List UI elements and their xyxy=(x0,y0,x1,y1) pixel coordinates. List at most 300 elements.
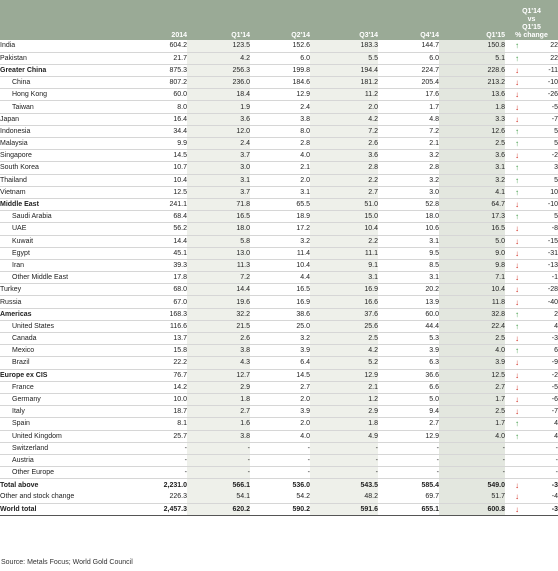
value-cell: 807.2 xyxy=(120,77,187,89)
value-cell: 17.3 xyxy=(439,211,505,223)
value-cell: 5.3 xyxy=(378,333,439,345)
row-label: Singapore xyxy=(0,150,120,162)
value-cell: 3.9 xyxy=(250,345,310,357)
table-row xyxy=(0,223,558,235)
value-cell: 11.8 xyxy=(439,296,505,308)
arrow-down-icon: ↓ xyxy=(515,102,519,112)
value-cell: 2.2 xyxy=(310,235,378,247)
value-cell: 3.7 xyxy=(187,150,250,162)
arrow-down-icon: ↓ xyxy=(515,151,519,161)
row-label: Brazil xyxy=(0,357,120,369)
value-cell: 10.0 xyxy=(120,393,187,405)
value-cell: 1.7 xyxy=(439,393,505,405)
value-cell: 67.0 xyxy=(120,296,187,308)
value-cell: 9.4 xyxy=(378,406,439,418)
value-cell: 16.5 xyxy=(250,284,310,296)
arrow-up-icon: ↑ xyxy=(515,212,519,222)
value-cell: 13.7 xyxy=(120,333,187,345)
value-cell: 536.0 xyxy=(250,479,310,491)
table-row xyxy=(0,101,558,113)
pct-change-cell: -7 xyxy=(529,406,558,418)
pct-change-cell: -3 xyxy=(529,503,558,515)
table-row xyxy=(0,284,558,296)
value-cell: 2.9 xyxy=(187,381,250,393)
value-cell: 183.3 xyxy=(310,40,378,52)
value-cell: 4.4 xyxy=(250,272,310,284)
value-cell: 3.1 xyxy=(187,174,250,186)
value-cell: 2.8 xyxy=(310,162,378,174)
value-cell: 2.7 xyxy=(439,381,505,393)
value-cell: - xyxy=(439,454,505,466)
value-cell: 6.4 xyxy=(250,357,310,369)
value-cell: 241.1 xyxy=(120,198,187,210)
table-row xyxy=(0,491,558,503)
value-cell: 45.1 xyxy=(120,247,187,259)
table-row xyxy=(0,454,558,466)
value-cell: 228.6 xyxy=(439,64,505,76)
value-cell: - xyxy=(250,454,310,466)
value-cell: 51.7 xyxy=(439,491,505,503)
value-cell: 2.4 xyxy=(187,138,250,150)
row-label: Canada xyxy=(0,333,120,345)
value-cell: 22.2 xyxy=(120,357,187,369)
change-arrow-cell xyxy=(505,272,529,284)
row-label: Americas xyxy=(0,308,120,320)
pct-change-cell: 22 xyxy=(529,40,558,52)
value-cell: 199.8 xyxy=(250,64,310,76)
value-cell: 64.7 xyxy=(439,198,505,210)
value-cell: 21.5 xyxy=(187,320,250,332)
row-label: Russia xyxy=(0,296,120,308)
arrow-down-icon: ↓ xyxy=(515,78,519,88)
row-label: Saudi Arabia xyxy=(0,211,120,223)
table-row xyxy=(0,442,558,454)
row-label: Egypt xyxy=(0,247,120,259)
table-row xyxy=(0,369,558,381)
change-arrow-cell xyxy=(505,125,529,137)
pct-change-cell: -7 xyxy=(529,113,558,125)
arrow-up-icon: ↑ xyxy=(515,53,519,63)
value-cell: 123.5 xyxy=(187,40,250,52)
value-cell: - xyxy=(378,454,439,466)
value-cell: 7.2 xyxy=(378,125,439,137)
value-cell: 18.7 xyxy=(120,406,187,418)
pct-change-cell: 22 xyxy=(529,52,558,64)
change-arrow-cell xyxy=(505,150,529,162)
value-cell: 2.1 xyxy=(378,138,439,150)
value-cell: 12.9 xyxy=(310,369,378,381)
value-cell: 150.8 xyxy=(439,40,505,52)
change-arrow-cell xyxy=(505,308,529,320)
row-label: Kuwait xyxy=(0,235,120,247)
value-cell: 54.1 xyxy=(187,491,250,503)
value-cell: 14.5 xyxy=(120,150,187,162)
row-label: UAE xyxy=(0,223,120,235)
table-row xyxy=(0,381,558,393)
value-cell: 9.5 xyxy=(378,247,439,259)
value-cell: 2.5 xyxy=(310,333,378,345)
change-arrow-cell xyxy=(505,479,529,491)
value-cell: 25.0 xyxy=(250,320,310,332)
table-row xyxy=(0,467,558,479)
value-cell: 3.9 xyxy=(378,345,439,357)
value-cell: 25.6 xyxy=(310,320,378,332)
value-cell: 44.4 xyxy=(378,320,439,332)
row-label: Indonesia xyxy=(0,125,120,137)
value-cell: 14.4 xyxy=(120,235,187,247)
change-arrow-cell xyxy=(505,454,529,466)
change-arrow-cell xyxy=(505,357,529,369)
arrow-down-icon: ↓ xyxy=(515,90,519,100)
row-label: Pakistan xyxy=(0,52,120,64)
header-q2-14: Q2'14 xyxy=(250,0,310,40)
value-cell: 566.1 xyxy=(187,479,250,491)
source-note: Source: Metals Focus; World Gold Council xyxy=(1,559,133,566)
pct-change-cell: -9 xyxy=(529,357,558,369)
table-row xyxy=(0,89,558,101)
value-cell: 2.2 xyxy=(310,174,378,186)
value-cell: 6.0 xyxy=(250,52,310,64)
value-cell: 600.8 xyxy=(439,503,505,515)
change-arrow-cell xyxy=(505,430,529,442)
value-cell: 1.7 xyxy=(378,101,439,113)
pct-change-cell: -2 xyxy=(529,369,558,381)
change-arrow-cell xyxy=(505,40,529,52)
change-arrow-cell xyxy=(505,89,529,101)
table-row xyxy=(0,113,558,125)
change-arrow-cell xyxy=(505,223,529,235)
change-arrow-cell xyxy=(505,381,529,393)
value-cell: - xyxy=(187,467,250,479)
value-cell: 5.1 xyxy=(439,52,505,64)
table-row xyxy=(0,320,558,332)
value-cell: 16.6 xyxy=(310,296,378,308)
value-cell: 144.7 xyxy=(378,40,439,52)
value-cell: - xyxy=(439,442,505,454)
table-row xyxy=(0,162,558,174)
value-cell: 224.7 xyxy=(378,64,439,76)
value-cell: 6.3 xyxy=(378,357,439,369)
table-row xyxy=(0,174,558,186)
table-row xyxy=(0,247,558,259)
pct-change-cell: -28 xyxy=(529,284,558,296)
row-label: Greater China xyxy=(0,64,120,76)
arrow-down-icon: ↓ xyxy=(515,407,519,417)
change-arrow-cell xyxy=(505,393,529,405)
value-cell: 10.7 xyxy=(120,162,187,174)
value-cell: 2,231.0 xyxy=(120,479,187,491)
value-cell: 5.8 xyxy=(187,235,250,247)
value-cell: 9.8 xyxy=(439,259,505,271)
value-cell: 1.8 xyxy=(187,393,250,405)
value-cell: 2.0 xyxy=(250,393,310,405)
pct-change-cell: -10 xyxy=(529,77,558,89)
row-label: Other Middle East xyxy=(0,272,120,284)
value-cell: 18.0 xyxy=(187,223,250,235)
value-cell: 9.9 xyxy=(120,138,187,150)
value-cell: 6.6 xyxy=(378,381,439,393)
value-cell: 168.3 xyxy=(120,308,187,320)
value-cell: 9.1 xyxy=(310,259,378,271)
value-cell: 655.1 xyxy=(378,503,439,515)
row-label: Other and stock change xyxy=(0,491,120,503)
value-cell: - xyxy=(187,442,250,454)
value-cell: - xyxy=(250,442,310,454)
row-label: Switzerland xyxy=(0,442,120,454)
value-cell: 65.5 xyxy=(250,198,310,210)
table-row xyxy=(0,125,558,137)
header-pct-line1: Q1'14 xyxy=(522,8,541,15)
pct-change-cell: 4 xyxy=(529,418,558,430)
pct-change-cell: 5 xyxy=(529,211,558,223)
change-arrow-cell xyxy=(505,247,529,259)
arrow-up-icon: ↑ xyxy=(515,431,519,441)
table-row xyxy=(0,186,558,198)
table-row xyxy=(0,211,558,223)
value-cell: 15.0 xyxy=(310,211,378,223)
change-arrow-cell xyxy=(505,345,529,357)
value-cell: 591.6 xyxy=(310,503,378,515)
value-cell: 12.9 xyxy=(378,430,439,442)
pct-change-cell: -40 xyxy=(529,296,558,308)
table-row xyxy=(0,64,558,76)
pct-change-cell: -5 xyxy=(529,381,558,393)
arrow-up-icon: ↑ xyxy=(515,126,519,136)
table-row xyxy=(0,333,558,345)
value-cell: 48.2 xyxy=(310,491,378,503)
value-cell: 60.0 xyxy=(378,308,439,320)
change-arrow-cell xyxy=(505,406,529,418)
row-label: Total above xyxy=(0,479,120,491)
pct-change-cell: - xyxy=(529,467,558,479)
value-cell: 54.2 xyxy=(250,491,310,503)
change-arrow-cell xyxy=(505,64,529,76)
arrow-down-icon: ↓ xyxy=(515,504,519,514)
value-cell: 2.8 xyxy=(250,138,310,150)
row-label: Germany xyxy=(0,393,120,405)
value-cell: 4.3 xyxy=(187,357,250,369)
value-cell: 3.8 xyxy=(250,113,310,125)
value-cell: 38.6 xyxy=(250,308,310,320)
value-cell: 19.6 xyxy=(187,296,250,308)
pct-change-cell: -1 xyxy=(529,272,558,284)
value-cell: 3.8 xyxy=(187,430,250,442)
value-cell: 11.2 xyxy=(310,89,378,101)
change-arrow-cell xyxy=(505,113,529,125)
value-cell: 71.8 xyxy=(187,198,250,210)
value-cell: 12.5 xyxy=(439,369,505,381)
pct-change-cell: 5 xyxy=(529,125,558,137)
header-country xyxy=(0,0,120,40)
value-cell: 17.6 xyxy=(378,89,439,101)
value-cell: 68.4 xyxy=(120,211,187,223)
value-cell: 4.0 xyxy=(439,345,505,357)
change-arrow-cell xyxy=(505,162,529,174)
row-label: Other Europe xyxy=(0,467,120,479)
value-cell: - xyxy=(187,454,250,466)
value-cell: 549.0 xyxy=(439,479,505,491)
value-cell: 12.9 xyxy=(250,89,310,101)
value-cell: 5.5 xyxy=(310,52,378,64)
arrow-up-icon: ↑ xyxy=(515,163,519,173)
value-cell: 620.2 xyxy=(187,503,250,515)
value-cell: 3.0 xyxy=(187,162,250,174)
value-cell: 1.6 xyxy=(187,418,250,430)
pct-change-cell: - xyxy=(529,442,558,454)
arrow-up-icon: ↑ xyxy=(515,309,519,319)
row-label: India xyxy=(0,40,120,52)
table-row xyxy=(0,308,558,320)
row-label: Taiwan xyxy=(0,101,120,113)
header-pct-line4: % change xyxy=(515,32,548,39)
arrow-down-icon: ↓ xyxy=(515,358,519,368)
value-cell: - xyxy=(310,467,378,479)
value-cell: 205.4 xyxy=(378,77,439,89)
value-cell: 3.6 xyxy=(439,150,505,162)
value-cell: 4.9 xyxy=(310,430,378,442)
change-arrow-cell xyxy=(505,259,529,271)
value-cell: 604.2 xyxy=(120,40,187,52)
value-cell: 4.2 xyxy=(310,345,378,357)
value-cell: 52.8 xyxy=(378,198,439,210)
value-cell: 3.7 xyxy=(187,186,250,198)
arrow-down-icon: ↓ xyxy=(515,273,519,283)
pct-change-cell: -31 xyxy=(529,247,558,259)
value-cell: 11.3 xyxy=(187,259,250,271)
arrow-down-icon: ↓ xyxy=(515,395,519,405)
table-row xyxy=(0,296,558,308)
table-row xyxy=(0,77,558,89)
value-cell: 16.4 xyxy=(120,113,187,125)
change-arrow-cell xyxy=(505,418,529,430)
value-cell: 2.5 xyxy=(439,333,505,345)
value-cell: 256.3 xyxy=(187,64,250,76)
row-label: Thailand xyxy=(0,174,120,186)
value-cell: 60.0 xyxy=(120,89,187,101)
value-cell: 1.8 xyxy=(310,418,378,430)
change-arrow-cell xyxy=(505,503,529,515)
value-cell: 2,457.3 xyxy=(120,503,187,515)
value-cell: 10.4 xyxy=(310,223,378,235)
pct-change-cell: -3 xyxy=(529,479,558,491)
pct-change-cell: 4 xyxy=(529,320,558,332)
value-cell: 181.2 xyxy=(310,77,378,89)
table-row xyxy=(0,479,558,491)
value-cell: 13.9 xyxy=(378,296,439,308)
pct-change-cell: -13 xyxy=(529,259,558,271)
value-cell: 4.0 xyxy=(250,150,310,162)
table-row xyxy=(0,235,558,247)
value-cell: 3.1 xyxy=(439,162,505,174)
row-label: Vietnam xyxy=(0,186,120,198)
change-arrow-cell xyxy=(505,52,529,64)
arrow-up-icon: ↑ xyxy=(515,139,519,149)
value-cell: 1.7 xyxy=(439,418,505,430)
value-cell: 12.0 xyxy=(187,125,250,137)
value-cell: 16.9 xyxy=(310,284,378,296)
value-cell: 3.9 xyxy=(250,406,310,418)
header-q1-15: Q1'15 xyxy=(439,0,505,40)
row-label: Austria xyxy=(0,454,120,466)
value-cell: 2.1 xyxy=(250,162,310,174)
value-cell: 3.2 xyxy=(439,174,505,186)
value-cell: 590.2 xyxy=(250,503,310,515)
value-cell: - xyxy=(378,442,439,454)
change-arrow-cell xyxy=(505,442,529,454)
change-arrow-cell xyxy=(505,296,529,308)
table-row xyxy=(0,52,558,64)
value-cell: 2.7 xyxy=(187,406,250,418)
value-cell: 18.4 xyxy=(187,89,250,101)
pct-change-cell: -10 xyxy=(529,198,558,210)
value-cell: 22.4 xyxy=(439,320,505,332)
row-label: United States xyxy=(0,320,120,332)
change-arrow-cell xyxy=(505,369,529,381)
value-cell: 14.5 xyxy=(250,369,310,381)
value-cell: 14.4 xyxy=(187,284,250,296)
value-cell: 10.6 xyxy=(378,223,439,235)
value-cell: 2.8 xyxy=(378,162,439,174)
row-label: Mexico xyxy=(0,345,120,357)
table-row xyxy=(0,503,558,515)
value-cell: 18.9 xyxy=(250,211,310,223)
value-cell: 3.2 xyxy=(378,174,439,186)
value-cell: 7.2 xyxy=(187,272,250,284)
row-label: Europe ex CIS xyxy=(0,369,120,381)
arrow-up-icon: ↑ xyxy=(515,346,519,356)
table-row xyxy=(0,138,558,150)
table-header-row xyxy=(0,0,558,40)
value-cell: 213.2 xyxy=(439,77,505,89)
change-arrow-cell xyxy=(505,77,529,89)
arrow-down-icon: ↓ xyxy=(515,224,519,234)
arrow-down-icon: ↓ xyxy=(515,334,519,344)
header-q4-14: Q4'14 xyxy=(378,0,439,40)
change-arrow-cell xyxy=(505,101,529,113)
value-cell: 12.5 xyxy=(120,186,187,198)
arrow-up-icon: ↑ xyxy=(515,321,519,331)
value-cell: 5.0 xyxy=(378,393,439,405)
row-label: Japan xyxy=(0,113,120,125)
value-cell: 8.5 xyxy=(378,259,439,271)
pct-change-cell: 4 xyxy=(529,430,558,442)
value-cell: 3.8 xyxy=(187,345,250,357)
change-arrow-cell xyxy=(505,467,529,479)
value-cell: 3.2 xyxy=(250,235,310,247)
change-arrow-cell xyxy=(505,333,529,345)
value-cell: 10.4 xyxy=(250,259,310,271)
value-cell: 32.2 xyxy=(187,308,250,320)
pct-change-cell: 2 xyxy=(529,308,558,320)
arrow-down-icon: ↓ xyxy=(515,285,519,295)
arrow-down-icon: ↓ xyxy=(515,370,519,380)
change-arrow-cell xyxy=(505,235,529,247)
value-cell: 11.4 xyxy=(250,247,310,259)
value-cell: 1.2 xyxy=(310,393,378,405)
header-pct-change xyxy=(505,0,558,40)
value-cell: 3.6 xyxy=(187,113,250,125)
value-cell: 2.7 xyxy=(250,381,310,393)
value-cell: 543.5 xyxy=(310,479,378,491)
value-cell: 1.8 xyxy=(439,101,505,113)
value-cell: 4.2 xyxy=(187,52,250,64)
table-body xyxy=(0,40,558,515)
value-cell: 3.3 xyxy=(439,113,505,125)
table-row xyxy=(0,272,558,284)
value-cell: 194.4 xyxy=(310,64,378,76)
value-cell: 3.1 xyxy=(250,186,310,198)
value-cell: 16.5 xyxy=(439,223,505,235)
